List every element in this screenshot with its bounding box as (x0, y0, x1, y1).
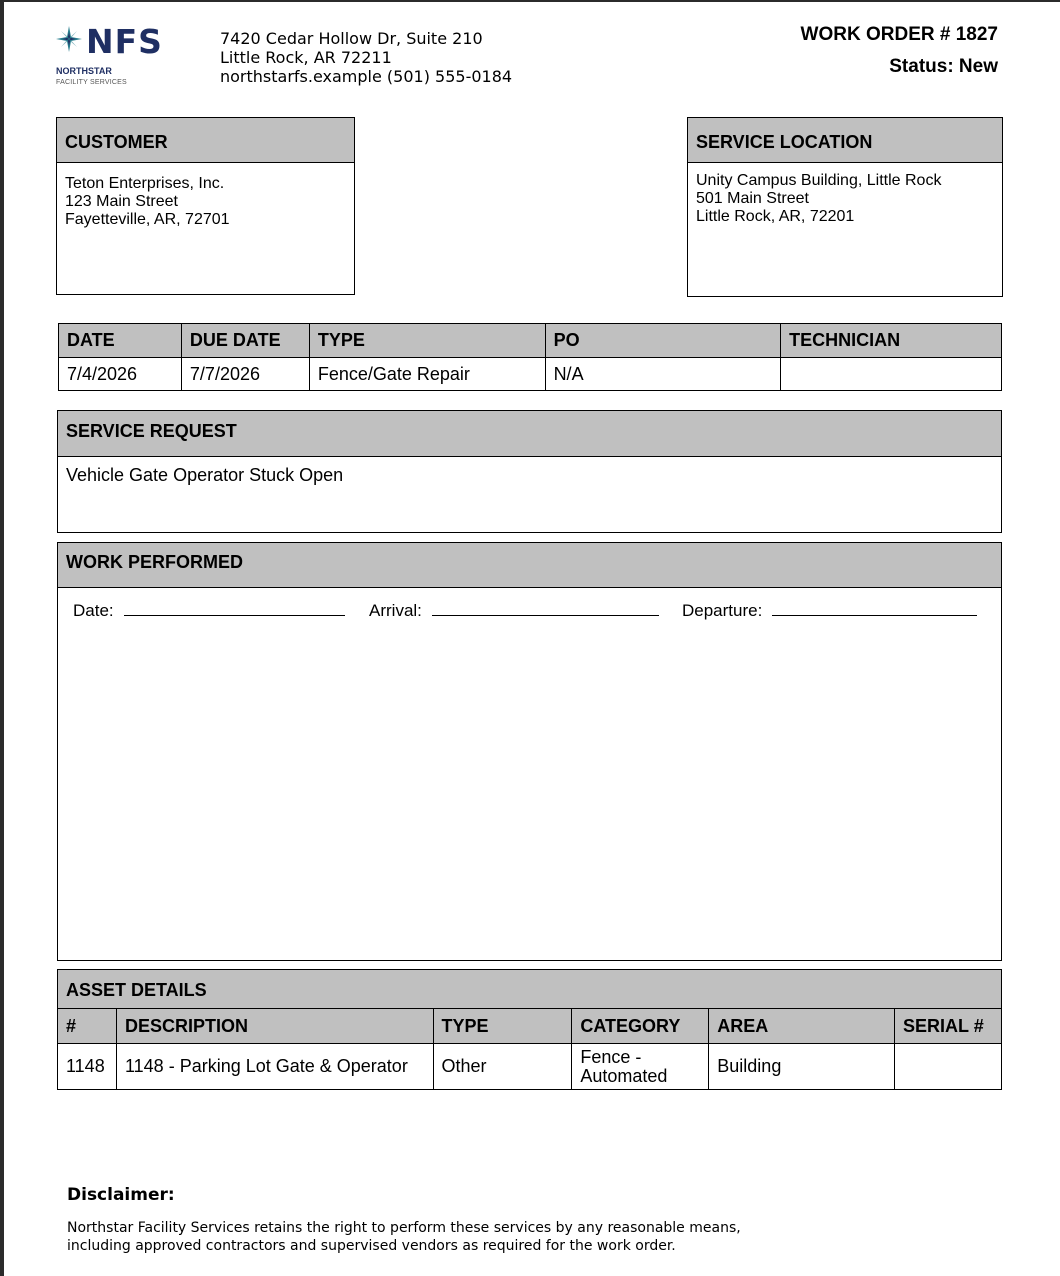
arrival-label: Arrival: (369, 601, 422, 620)
company-address (220, 29, 512, 86)
location-line-3: Little Rock, AR, 72201 (696, 208, 855, 225)
asset-category-line-2: Automated (580, 1065, 668, 1086)
asset-header-type: TYPE (433, 1009, 572, 1044)
page-left-edge (0, 0, 4, 1276)
header-po: PO (545, 324, 781, 358)
asset-details-table (57, 1008, 1002, 1090)
company-subtitle: FACILITY SERVICES (56, 79, 127, 86)
work-performed-box (57, 542, 1002, 961)
arrival-blank[interactable] (432, 614, 659, 616)
asset-area: Building (709, 1044, 895, 1090)
asset-row (58, 1044, 1002, 1090)
compass-star-icon (56, 26, 82, 52)
asset-header-area: AREA (709, 1009, 895, 1044)
header-date: DATE (59, 324, 182, 358)
header-technician: TECHNICIAN (781, 324, 1002, 358)
asset-header-description: DESCRIPTION (116, 1009, 433, 1044)
service-request-text: Vehicle Gate Operator Stuck Open (66, 465, 344, 485)
value-type: Fence/Gate Repair (309, 358, 545, 391)
address-line-2: Little Rock, AR 72211 (220, 48, 392, 67)
customer-address (57, 163, 354, 241)
customer-box (56, 117, 355, 295)
disclaimer-text (67, 1219, 827, 1255)
asset-header-category: CATEGORY (572, 1009, 709, 1044)
asset-category-line-1: Fence - (580, 1046, 642, 1067)
service-request-box (57, 410, 1002, 533)
company-logo (56, 24, 176, 90)
company-contact: northstarfs.example (501) 555-0184 (220, 67, 513, 86)
departure-field[interactable] (682, 601, 977, 621)
asset-header-number: # (58, 1009, 117, 1044)
asset-header-serial: SERIAL # (895, 1009, 1002, 1044)
info-value-row (59, 358, 1002, 391)
disclaimer-title: Disclaimer: (67, 1185, 175, 1205)
arrival-field[interactable] (369, 601, 659, 621)
disclaimer-line-1: Northstar Facility Services retains the right to perform these services by any reasonable means, (67, 1220, 741, 1236)
header-due-date: DUE DATE (181, 324, 309, 358)
work-order-info-table (58, 323, 1002, 391)
location-line-1: Unity Campus Building, Little Rock (696, 172, 942, 189)
work-performed-heading: WORK PERFORMED (58, 543, 1001, 588)
asset-details-heading: ASSET DETAILS (57, 969, 1002, 1008)
company-name: NORTHSTAR (56, 66, 112, 76)
value-date: 7/4/2026 (59, 358, 182, 391)
asset-type: Other (433, 1044, 572, 1090)
location-line-2: 501 Main Street (696, 190, 809, 207)
work-date-blank[interactable] (124, 614, 345, 616)
asset-number: 1148 (58, 1044, 117, 1090)
disclaimer-line-2: including approved contractors and supervised vendors as required for the work order. (67, 1238, 676, 1254)
asset-serial (895, 1044, 1002, 1090)
customer-line-3: Fayetteville, AR, 72701 (65, 211, 230, 228)
page-top-edge (0, 0, 1060, 2)
value-technician (781, 358, 1002, 391)
service-location-box (687, 117, 1003, 297)
customer-line-2: 123 Main Street (65, 193, 178, 210)
service-location-address (688, 163, 1002, 238)
value-due-date: 7/7/2026 (181, 358, 309, 391)
work-order-status: Status: New (889, 56, 998, 77)
header-type: TYPE (309, 324, 545, 358)
departure-blank[interactable] (772, 614, 977, 616)
service-request-heading: SERVICE REQUEST (58, 411, 1001, 457)
customer-heading: CUSTOMER (57, 118, 354, 163)
work-order-number: WORK ORDER # 1827 (800, 24, 998, 45)
info-header-row (59, 324, 1002, 358)
work-date-label: Date: (73, 601, 114, 620)
asset-description: 1148 - Parking Lot Gate & Operator (116, 1044, 433, 1090)
value-po: N/A (545, 358, 781, 391)
work-date-field[interactable] (73, 601, 345, 621)
asset-category (572, 1044, 709, 1090)
asset-header-row (58, 1009, 1002, 1044)
logo-text: NFS (86, 22, 163, 61)
customer-line-1: Teton Enterprises, Inc. (65, 175, 225, 192)
service-location-heading: SERVICE LOCATION (688, 118, 1002, 163)
departure-label: Departure: (682, 601, 763, 620)
address-line-1: 7420 Cedar Hollow Dr, Suite 210 (220, 29, 483, 48)
